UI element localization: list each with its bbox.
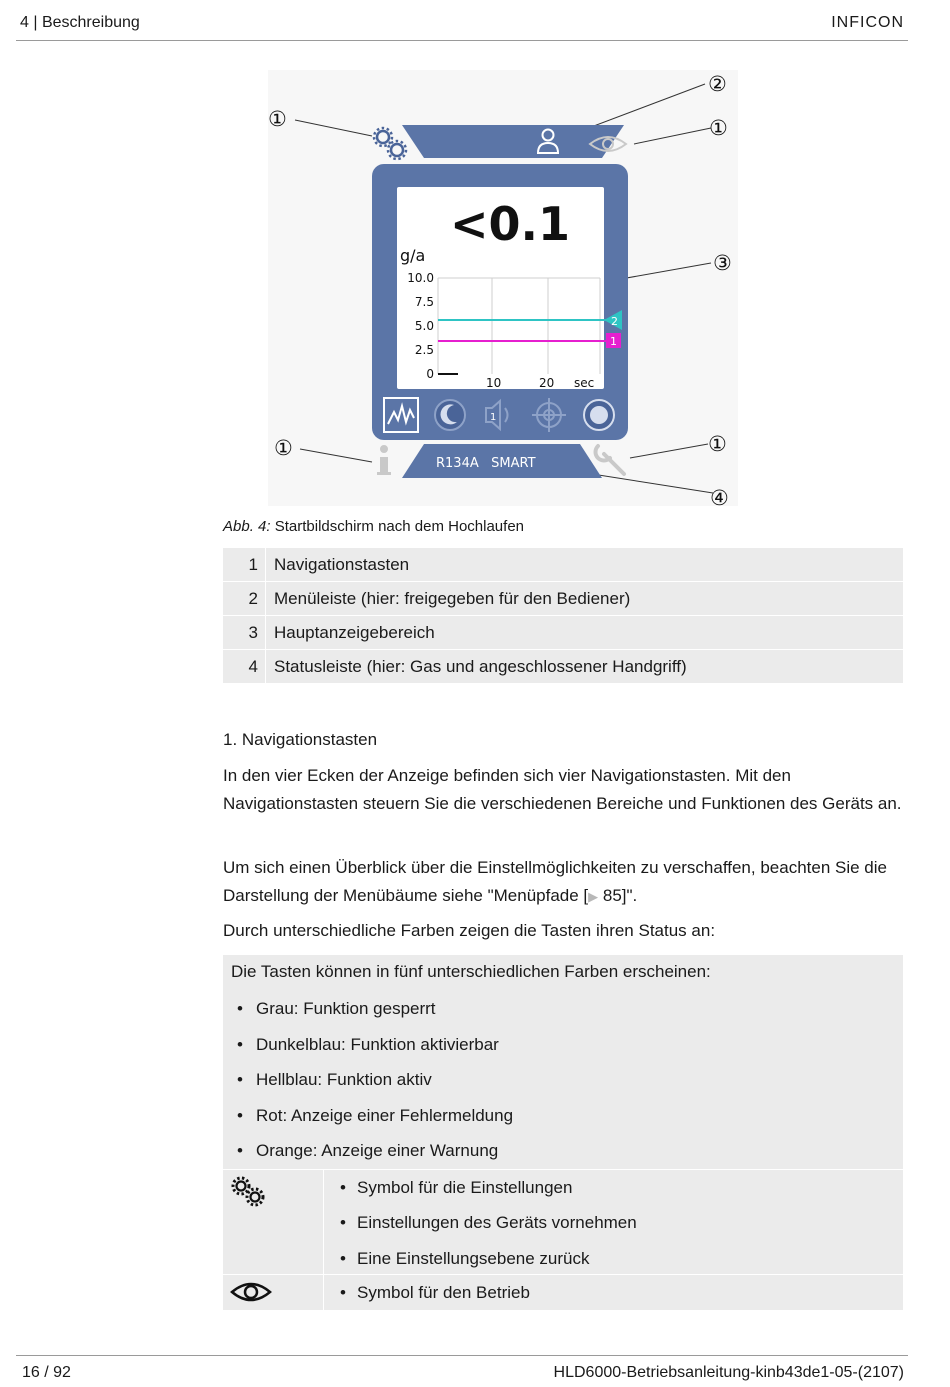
list-item: • Symbol für den Betrieb xyxy=(324,1275,903,1311)
list-item: • Einstellungen des Geräts vornehmen xyxy=(324,1205,903,1241)
y-tick: 0 xyxy=(426,367,434,381)
header-divider xyxy=(16,40,908,41)
marker-1-label: 1 xyxy=(610,335,617,348)
marker-2-label: 2 xyxy=(611,315,618,328)
link-arrow-icon: ▶ xyxy=(588,889,599,904)
y-tick: 10.0 xyxy=(407,271,434,285)
unit-label: g/a xyxy=(400,246,426,265)
list-item: • Hellblau: Funktion aktiv xyxy=(223,1062,903,1098)
list-item: • Symbol für die Einstellungen xyxy=(324,1170,903,1206)
operation-symbol-row xyxy=(223,1274,903,1310)
table-row: 4 Statusleiste (hier: Gas und angeschlossener Handgriff) xyxy=(223,650,903,684)
x-tick: 10 xyxy=(486,376,502,390)
callout-1-top-right: ① xyxy=(709,116,728,140)
y-tick: 7.5 xyxy=(414,295,434,309)
table-row: 1 Navigationstasten xyxy=(223,548,903,582)
measurement-value: <0.1 xyxy=(450,197,571,251)
callout-1-top-left: ① xyxy=(268,107,287,131)
eye-icon xyxy=(229,1279,273,1305)
table-row: 2 Menüleiste (hier: freigegeben für den Bediener) xyxy=(223,582,903,616)
list-item: • Dunkelblau: Funktion aktivierbar xyxy=(223,1027,903,1063)
info-box-intro: Die Tasten können in fünf unterschiedlichen Farben erscheinen: xyxy=(231,962,711,981)
color-list xyxy=(223,991,903,1169)
list-item: • Eine Einstellungsebene zurück xyxy=(324,1241,903,1277)
callout-2: ② xyxy=(708,72,727,96)
document-id: HLD6000-Betriebsanleitung-kinb43de1-05-(2107) xyxy=(553,1364,904,1381)
list-item: • Orange: Anzeige einer Warnung xyxy=(223,1133,903,1169)
figure-legend-table xyxy=(223,548,903,684)
section-title: 1. Navigationstasten xyxy=(223,730,378,749)
gears-icon xyxy=(229,1174,269,1210)
status-text: R134A SMART xyxy=(436,456,536,471)
callout-1-bottom-left: ① xyxy=(274,436,293,460)
footer-divider xyxy=(16,1355,908,1356)
header-brand: INFICON xyxy=(831,14,904,31)
x-tick: sec xyxy=(574,376,595,390)
callout-4: ④ xyxy=(710,486,729,510)
speaker-badge: 1 xyxy=(490,412,497,423)
header-chapter: 4 | Beschreibung xyxy=(20,14,140,31)
list-item: • Grau: Funktion gesperrt xyxy=(223,991,903,1027)
info-box xyxy=(223,955,903,1310)
figure-caption: Abb. 4: Startbildschirm nach dem Hochlaufen xyxy=(223,518,525,535)
callout-1-bottom-right: ① xyxy=(708,432,727,456)
x-tick: 20 xyxy=(539,376,555,390)
table-row: 3 Hauptanzeigebereich xyxy=(223,616,903,650)
paragraph-1: In den vier Ecken der Anzeige befinden sich vier Navigationstasten. Mit den Navigationstasten steuern Sie die verschiedenen Bereiche und Funktionen des Geräts an. xyxy=(223,766,902,813)
menu-bar xyxy=(402,125,624,158)
y-tick: 5.0 xyxy=(414,319,434,333)
device-display-figure xyxy=(262,62,742,510)
list-item: • Rot: Anzeige einer Fehlermeldung xyxy=(223,1098,903,1134)
paragraph-3: Durch unterschiedliche Farben zeigen die Tasten ihren Status an: xyxy=(223,921,716,940)
paragraph-2: Um sich einen Überblick über die Einstellmöglichkeiten zu verschaffen, beachten Sie die Darstellung der Menübäume siehe "Menüpfade [▶ 85]". xyxy=(223,858,887,905)
page-number: 16 / 92 xyxy=(22,1364,71,1381)
settings-symbol-row xyxy=(223,1169,903,1274)
y-tick: 2.5 xyxy=(414,343,434,357)
callout-3: ③ xyxy=(713,251,732,275)
